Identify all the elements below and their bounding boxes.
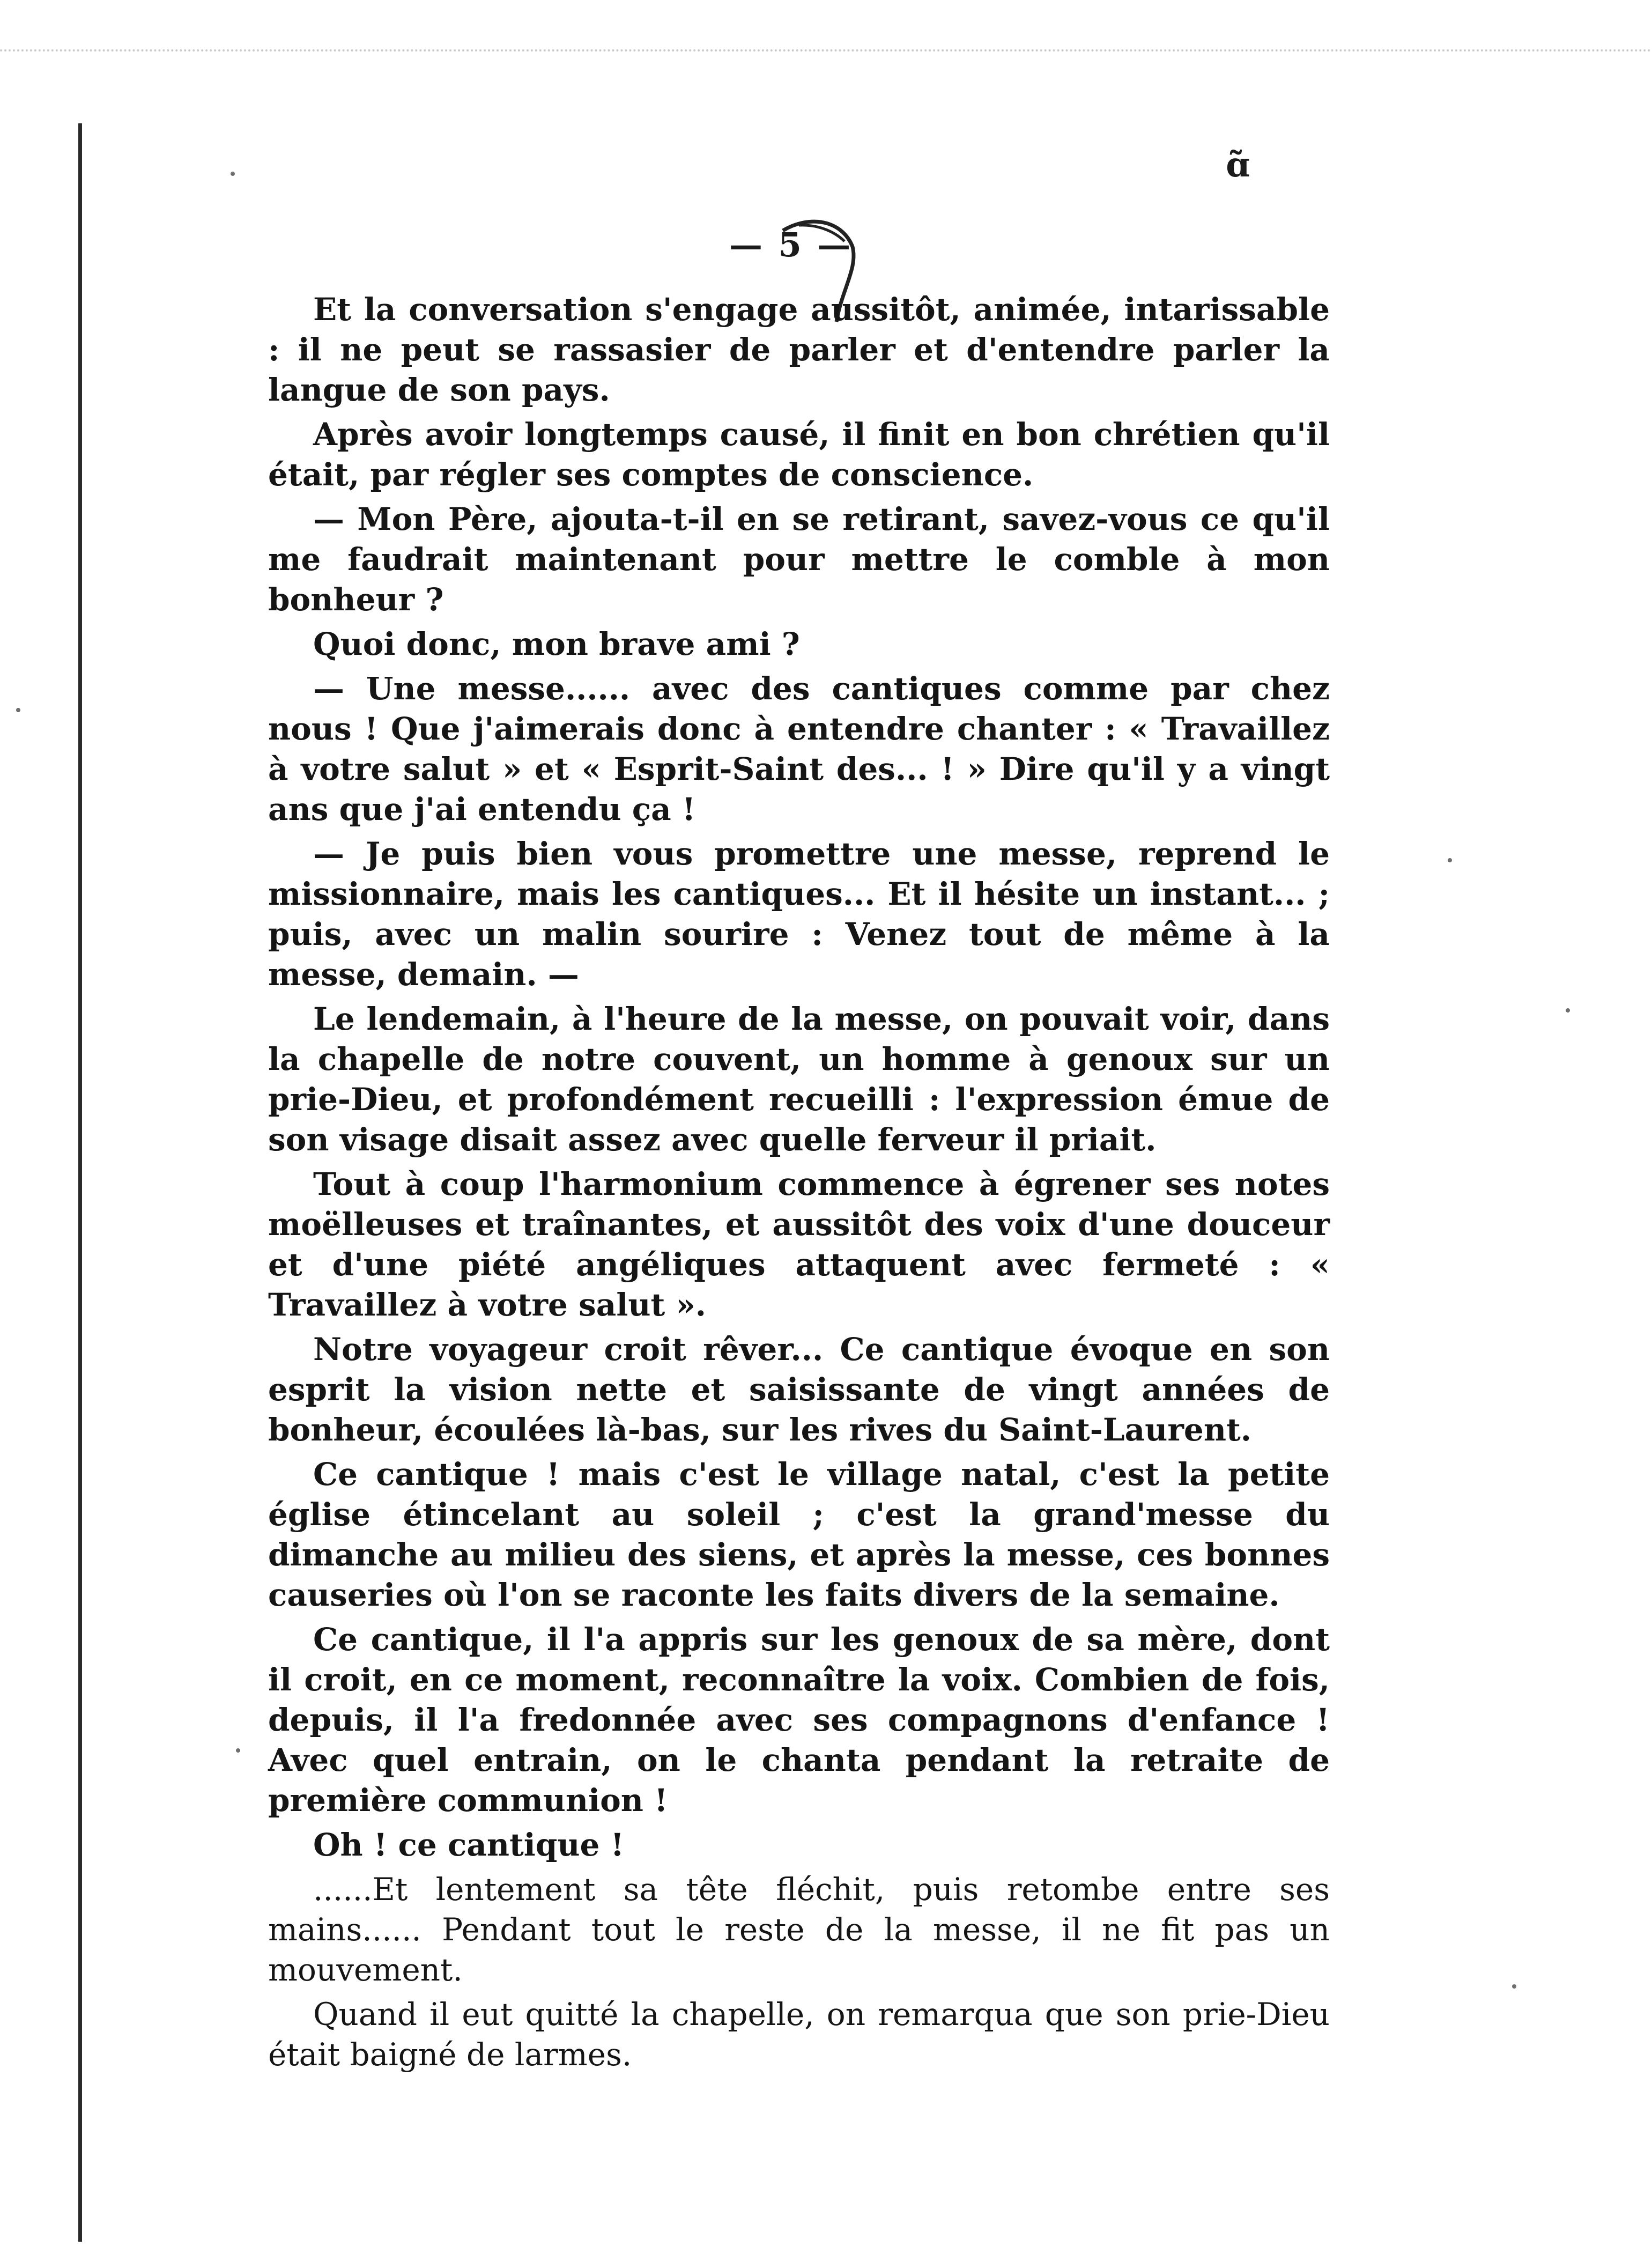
paragraph: ......Et lentement sa tête fléchit, puis retombe entre ses mains...... Pendant tout le reste de la messe, il ne fit pas un mouvement. (268, 1871, 1330, 1988)
scan-speck (1566, 1008, 1570, 1013)
paragraph: Et la conversation s'engage aussitôt, animée, intarissable : il ne peut se rassasier de parler et d'entendre parler la langue de son pays. (268, 291, 1330, 408)
paragraph: Ce cantique ! mais c'est le village natal, c'est la petite église étincelant au soleil ; c'est la grand'messe du dimanche au milieu des siens, et après la messe, ces bonnes causeries où l'on se raconte les faits divers de la semaine. (268, 1456, 1330, 1613)
paragraph: — Une messe...... avec des cantiques comme par chez nous ! Que j'aimerais donc à entendre chanter : « Travaillez à votre salut » et « Esprit-Saint des... ! » Dire qu'il y a vingt ans que j'ai entendu ça ! (268, 670, 1330, 827)
top-dotted-edge (0, 49, 1652, 51)
paragraph: Quand il eut quitté la chapelle, on remarqua que son prie-Dieu était baigné de larmes. (268, 1996, 1330, 2073)
paragraph: Tout à coup l'harmonium commence à égrener ses notes moëlleuses et traînantes, et aussitôt des voix d'une douceur et d'une piété angéliques attaquent avec fermeté : « Travaillez à votre salut ». (268, 1166, 1330, 1323)
scan-speck (231, 172, 235, 176)
paragraph: Oh ! ce cantique ! (313, 1827, 625, 1863)
paragraph: Ce cantique, il l'a appris sur les genoux de sa mère, dont il croit, en ce moment, reconnaître la voix. Combien de fois, depuis, il l'a fredonnée avec ses compagnons d'enfance ! Avec quel entrain, on le chanta pendant la retraite de première communion ! (268, 1621, 1330, 1819)
scan-speck (236, 1748, 240, 1753)
paragraph: Quoi donc, mon brave ami ? (313, 626, 800, 662)
page-number-text: — 5 — (729, 225, 853, 264)
paragraph: — Mon Père, ajouta-t-il en se retirant, savez-vous ce qu'il me faudrait maintenant pour mettre le comble à mon bonheur ? (268, 501, 1330, 618)
paragraph: Le lendemain, à l'heure de la messe, on pouvait voir, dans la chapelle de notre couvent, un homme à genoux sur un prie-Dieu, et profondément recueilli : l'expression émue de son visage disait assez avec quelle ferveur il priait. (268, 1001, 1330, 1158)
left-margin-rule (78, 123, 82, 2242)
scan-speck (1448, 858, 1452, 862)
scan-speck (1512, 1984, 1516, 1989)
corner-mark: ɑ̃ (1226, 145, 1250, 185)
page-number (729, 225, 853, 264)
body-text (268, 290, 1330, 2079)
paragraph: — Je puis bien vous promettre une messe, reprend le missionnaire, mais les cantiques... Et il hésite un instant... ; puis, avec un malin sourire : Venez tout de même à la messe, demain. — (268, 836, 1330, 993)
paragraph: Notre voyageur croit rêver... Ce cantique évoque en son esprit la vision nette et saisissante de vingt années de bonheur, écoulées là-bas, sur les rives du Saint-Laurent. (268, 1331, 1330, 1448)
paragraph: Après avoir longtemps causé, il finit en bon chrétien qu'il était, par régler ses comptes de conscience. (268, 416, 1330, 493)
scan-speck (16, 708, 20, 712)
